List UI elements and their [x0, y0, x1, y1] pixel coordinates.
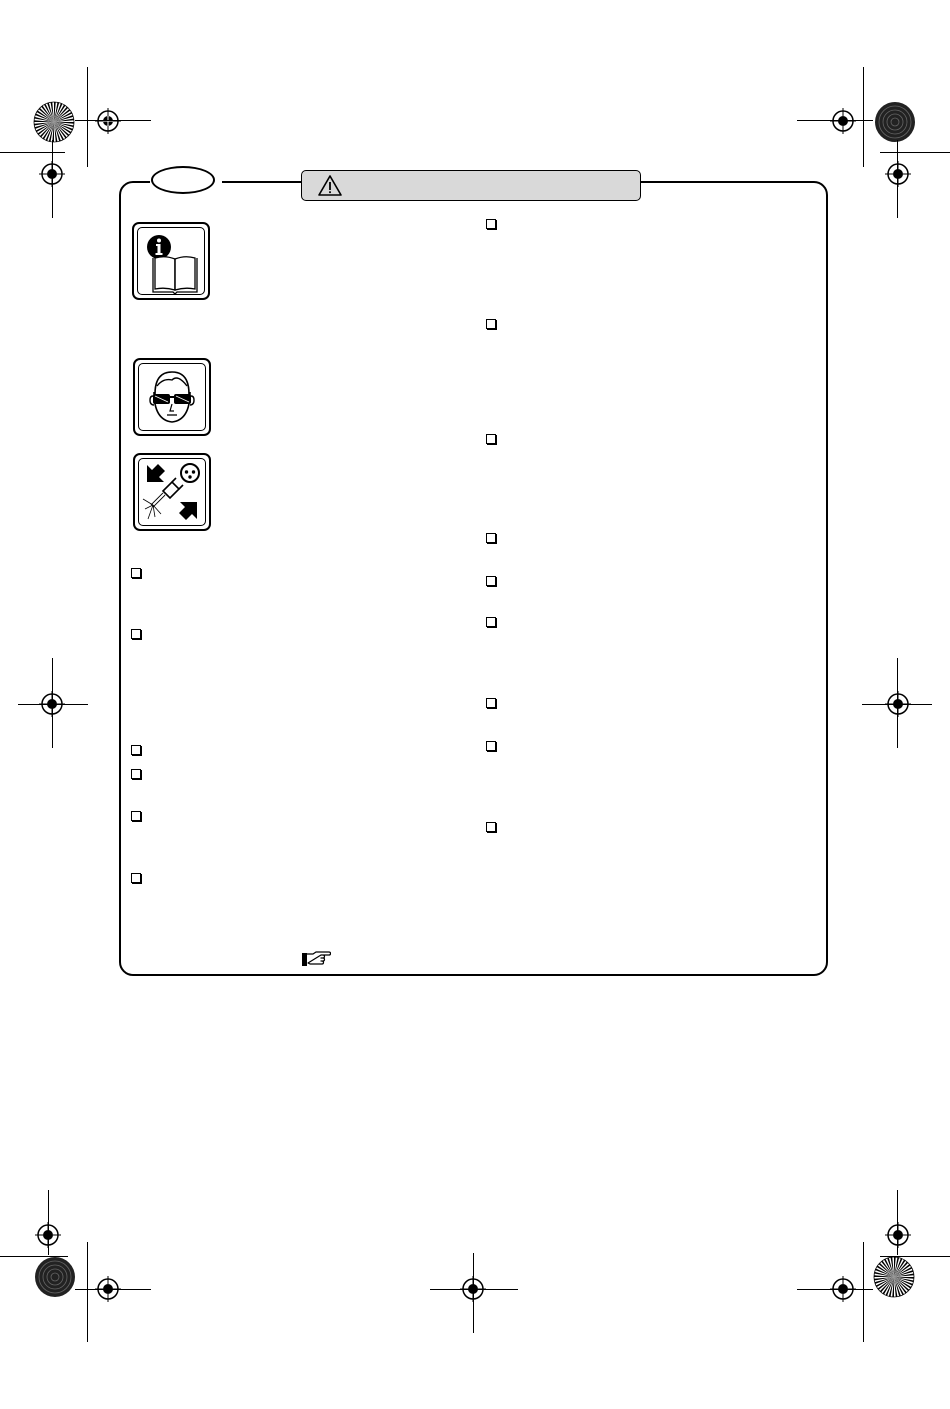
dark-registration-mark	[874, 101, 916, 143]
crop-line	[897, 1190, 898, 1255]
page-tab-oval	[151, 166, 215, 194]
crop-line	[897, 140, 898, 218]
crop-line	[48, 1190, 49, 1255]
crop-line	[52, 658, 53, 748]
crop-line	[75, 120, 151, 121]
crop-line	[473, 1253, 474, 1333]
starburst-registration-mark	[873, 1256, 915, 1298]
starburst-registration-mark	[33, 101, 75, 143]
crosshair-registration-mark	[95, 108, 121, 134]
unplug-icon	[133, 453, 211, 531]
list-item	[486, 698, 496, 708]
list-item	[131, 629, 141, 639]
read-manual-icon	[132, 222, 210, 300]
list-item	[486, 319, 496, 329]
content-frame	[119, 181, 828, 976]
crop-line	[87, 1242, 88, 1342]
crop-line	[880, 152, 950, 153]
list-item	[131, 873, 141, 883]
crop-line	[430, 1289, 518, 1290]
crop-line	[75, 1289, 151, 1290]
crop-line	[797, 120, 873, 121]
list-item	[486, 219, 496, 229]
warning-banner	[301, 170, 641, 201]
pointing-hand-icon[interactable]	[301, 950, 331, 968]
list-item	[131, 769, 141, 779]
list-item	[486, 533, 496, 543]
crop-line	[863, 1242, 864, 1342]
list-item	[486, 822, 496, 832]
crop-line	[880, 1256, 950, 1257]
warning-triangle-icon	[317, 174, 343, 197]
crop-line	[862, 704, 932, 705]
list-item	[486, 434, 496, 444]
crop-line	[87, 67, 88, 167]
crop-line	[863, 67, 864, 167]
crosshair-registration-mark	[885, 161, 911, 187]
crop-line	[18, 704, 88, 705]
crop-line	[0, 1256, 68, 1257]
crop-line	[897, 658, 898, 748]
crop-line	[797, 1289, 873, 1290]
dark-registration-mark	[34, 1256, 76, 1298]
crop-line	[0, 152, 65, 153]
crosshair-registration-mark	[830, 108, 856, 134]
safety-glasses-icon	[133, 358, 211, 436]
list-item	[131, 811, 141, 821]
list-item	[131, 568, 141, 578]
list-item	[486, 617, 496, 627]
list-item	[131, 745, 141, 755]
list-item	[486, 576, 496, 586]
crosshair-registration-mark	[885, 1222, 911, 1248]
list-item	[486, 741, 496, 751]
crop-line	[52, 140, 53, 218]
